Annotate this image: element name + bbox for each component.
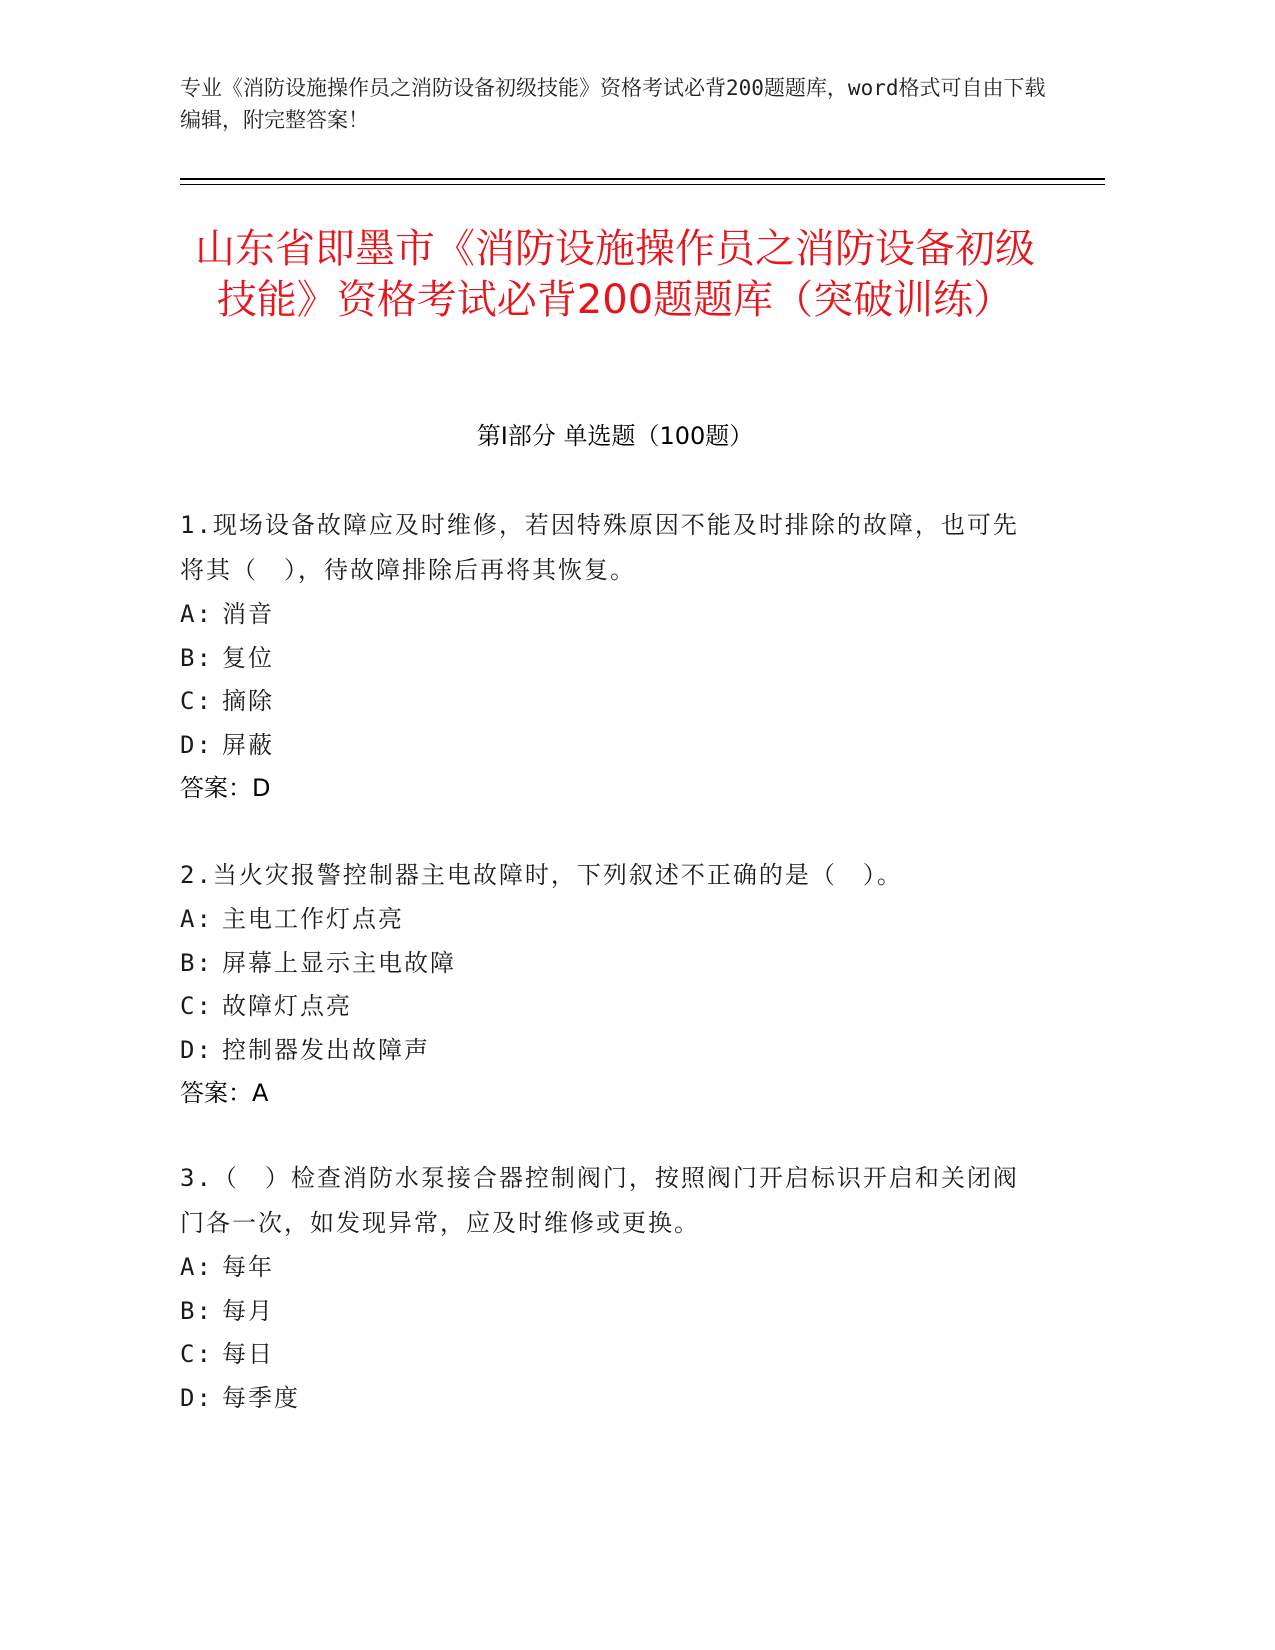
section-title: 第Ⅰ部分 单选题（100题） <box>476 422 754 450</box>
option-key: A: <box>180 1253 213 1281</box>
option-key: B: <box>180 643 213 672</box>
header-note: 专业《消防设施操作员之消防设备初级技能》资格考试必背200题题库，word格式可自由下载编辑，附完整答案！ <box>180 76 1046 132</box>
question-stem: 3.（ ）检查消防水泵接合器控制阀门，按照阀门开启标识开启和关闭阀门各一次，如发现异常，应及时维修或更换。 <box>180 1164 1019 1237</box>
option-key: C: <box>180 1340 213 1368</box>
option-text: 每季度 <box>222 1383 300 1412</box>
option-text: 每月 <box>222 1296 274 1325</box>
option-text: 屏幕上显示主电故障 <box>222 948 456 977</box>
option-a <box>180 593 1030 637</box>
option-d <box>180 1377 1030 1421</box>
option-c <box>180 985 1030 1029</box>
option-key: B: <box>180 948 213 977</box>
option-b <box>180 942 1030 986</box>
option-key: D: <box>180 1383 213 1412</box>
option-c <box>180 680 1030 724</box>
option-text: 屏蔽 <box>222 730 274 759</box>
option-d <box>180 1029 1030 1073</box>
option-a <box>180 898 1030 942</box>
option-key: D: <box>180 730 213 759</box>
option-b <box>180 1290 1030 1334</box>
header-divider-thin <box>180 184 1105 185</box>
question-1 <box>180 503 1030 810</box>
option-b <box>180 637 1030 681</box>
option-key: A: <box>180 600 213 628</box>
option-text: 主电工作灯点亮 <box>222 905 404 933</box>
answer-value: A <box>252 1079 269 1107</box>
option-text: 每日 <box>222 1340 274 1368</box>
question-3 <box>180 1156 1030 1420</box>
question-stem: 2.当火灾报警控制器主电故障时，下列叙述不正确的是（ ）。 <box>180 861 903 889</box>
option-text: 故障灯点亮 <box>222 992 352 1020</box>
answer-value: D <box>252 774 271 802</box>
option-text: 控制器发出故障声 <box>222 1035 430 1064</box>
option-key: B: <box>180 1296 213 1325</box>
document-title: 山东省即墨市《消防设施操作员之消防设备初级技能》资格考试必背200题题库（突破训练） <box>195 226 1035 323</box>
question-2 <box>180 853 1030 1115</box>
option-key: A: <box>180 905 213 933</box>
option-text: 消音 <box>222 600 274 628</box>
question-stem: 1.现场设备故障应及时维修，若因特殊原因不能及时排除的故障，也可先将其（ ），待故障排除后再将其恢复。 <box>180 511 1019 584</box>
answer-line <box>180 1072 1030 1115</box>
option-text: 摘除 <box>222 687 274 715</box>
option-key: C: <box>180 992 213 1020</box>
option-a <box>180 1246 1030 1290</box>
answer-label: 答案： <box>180 774 252 802</box>
option-key: C: <box>180 687 213 715</box>
header-divider-thick <box>180 178 1105 180</box>
answer-label: 答案： <box>180 1079 252 1107</box>
option-key: D: <box>180 1035 213 1064</box>
option-c <box>180 1333 1030 1377</box>
option-text: 每年 <box>222 1253 274 1281</box>
option-text: 复位 <box>222 643 274 672</box>
answer-line <box>180 767 1030 810</box>
option-d <box>180 724 1030 768</box>
